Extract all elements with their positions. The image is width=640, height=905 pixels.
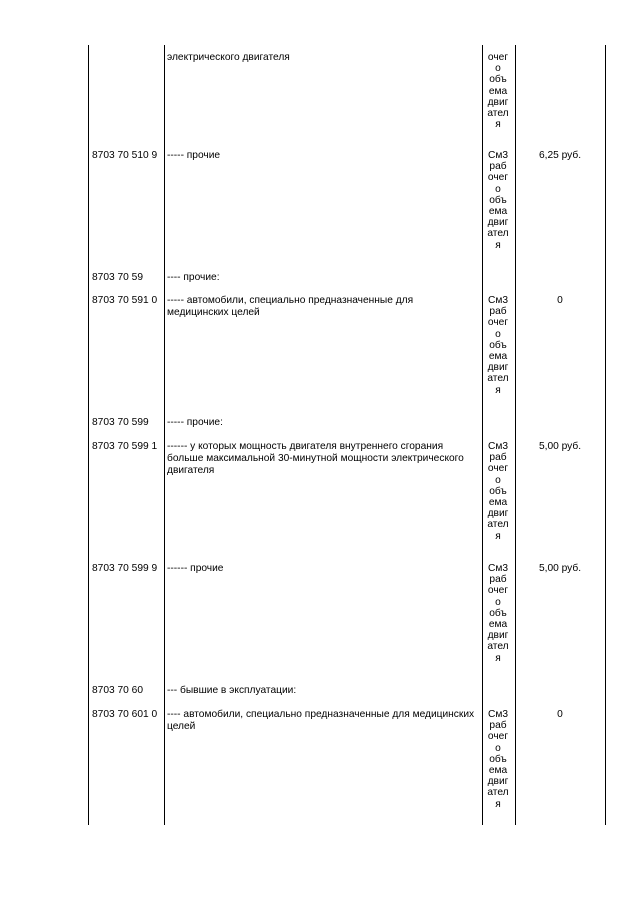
tariff-code: 8703 70 599 9 — [92, 563, 158, 574]
tariff-code: 8703 70 591 0 — [92, 295, 158, 306]
description: ----- прочие: — [167, 417, 223, 428]
tariff-code: 8703 70 59 — [92, 272, 143, 283]
description: ---- прочие: — [167, 272, 220, 283]
description: ----- автомобили, специально предназначенные для медицинских целей — [167, 295, 414, 318]
column-divider-code — [164, 45, 165, 825]
duty-rate: 0 — [557, 709, 563, 720]
description: ------ прочие — [167, 563, 224, 574]
tariff-code: 8703 70 601 0 — [92, 709, 158, 720]
description: --- бывшие в эксплуатации: — [167, 685, 297, 696]
duty-rate: 6,25 руб. — [538, 150, 582, 161]
unit: См3 раб очег о объ ема двиг ател я — [487, 563, 509, 664]
description: ------ у которых мощность двигателя внутреннего сгорания больше максимальной 30-минутной мощности электрического двигателя — [167, 441, 464, 476]
unit: очег о объ ема двиг ател я — [487, 52, 509, 131]
duty-rate: 0 — [557, 295, 563, 306]
tariff-code: 8703 70 599 1 — [92, 441, 158, 452]
unit: См3 раб очег о объ ема двиг ател я — [487, 150, 509, 251]
unit: См3 раб очег о объ ема двиг ател я — [487, 295, 509, 396]
unit: См3 раб очег о объ ема двиг ател я — [487, 441, 509, 542]
column-divider-unit — [515, 45, 516, 825]
table-border-right — [605, 45, 606, 825]
description: электрического двигателя — [167, 52, 290, 63]
description: ----- прочие — [167, 150, 221, 161]
duty-rate: 5,00 руб. — [538, 441, 582, 452]
tariff-code: 8703 70 510 9 — [92, 150, 158, 161]
tariff-code: 8703 70 60 — [92, 685, 143, 696]
description: ---- автомобили, специально предназначенные для медицинских целей — [167, 709, 475, 732]
tariff-code: 8703 70 599 — [92, 417, 149, 428]
duty-rate: 5,00 руб. — [538, 563, 582, 574]
unit: См3 раб очег о объ ема двиг ател я — [487, 709, 509, 810]
table-border-left — [88, 45, 89, 825]
